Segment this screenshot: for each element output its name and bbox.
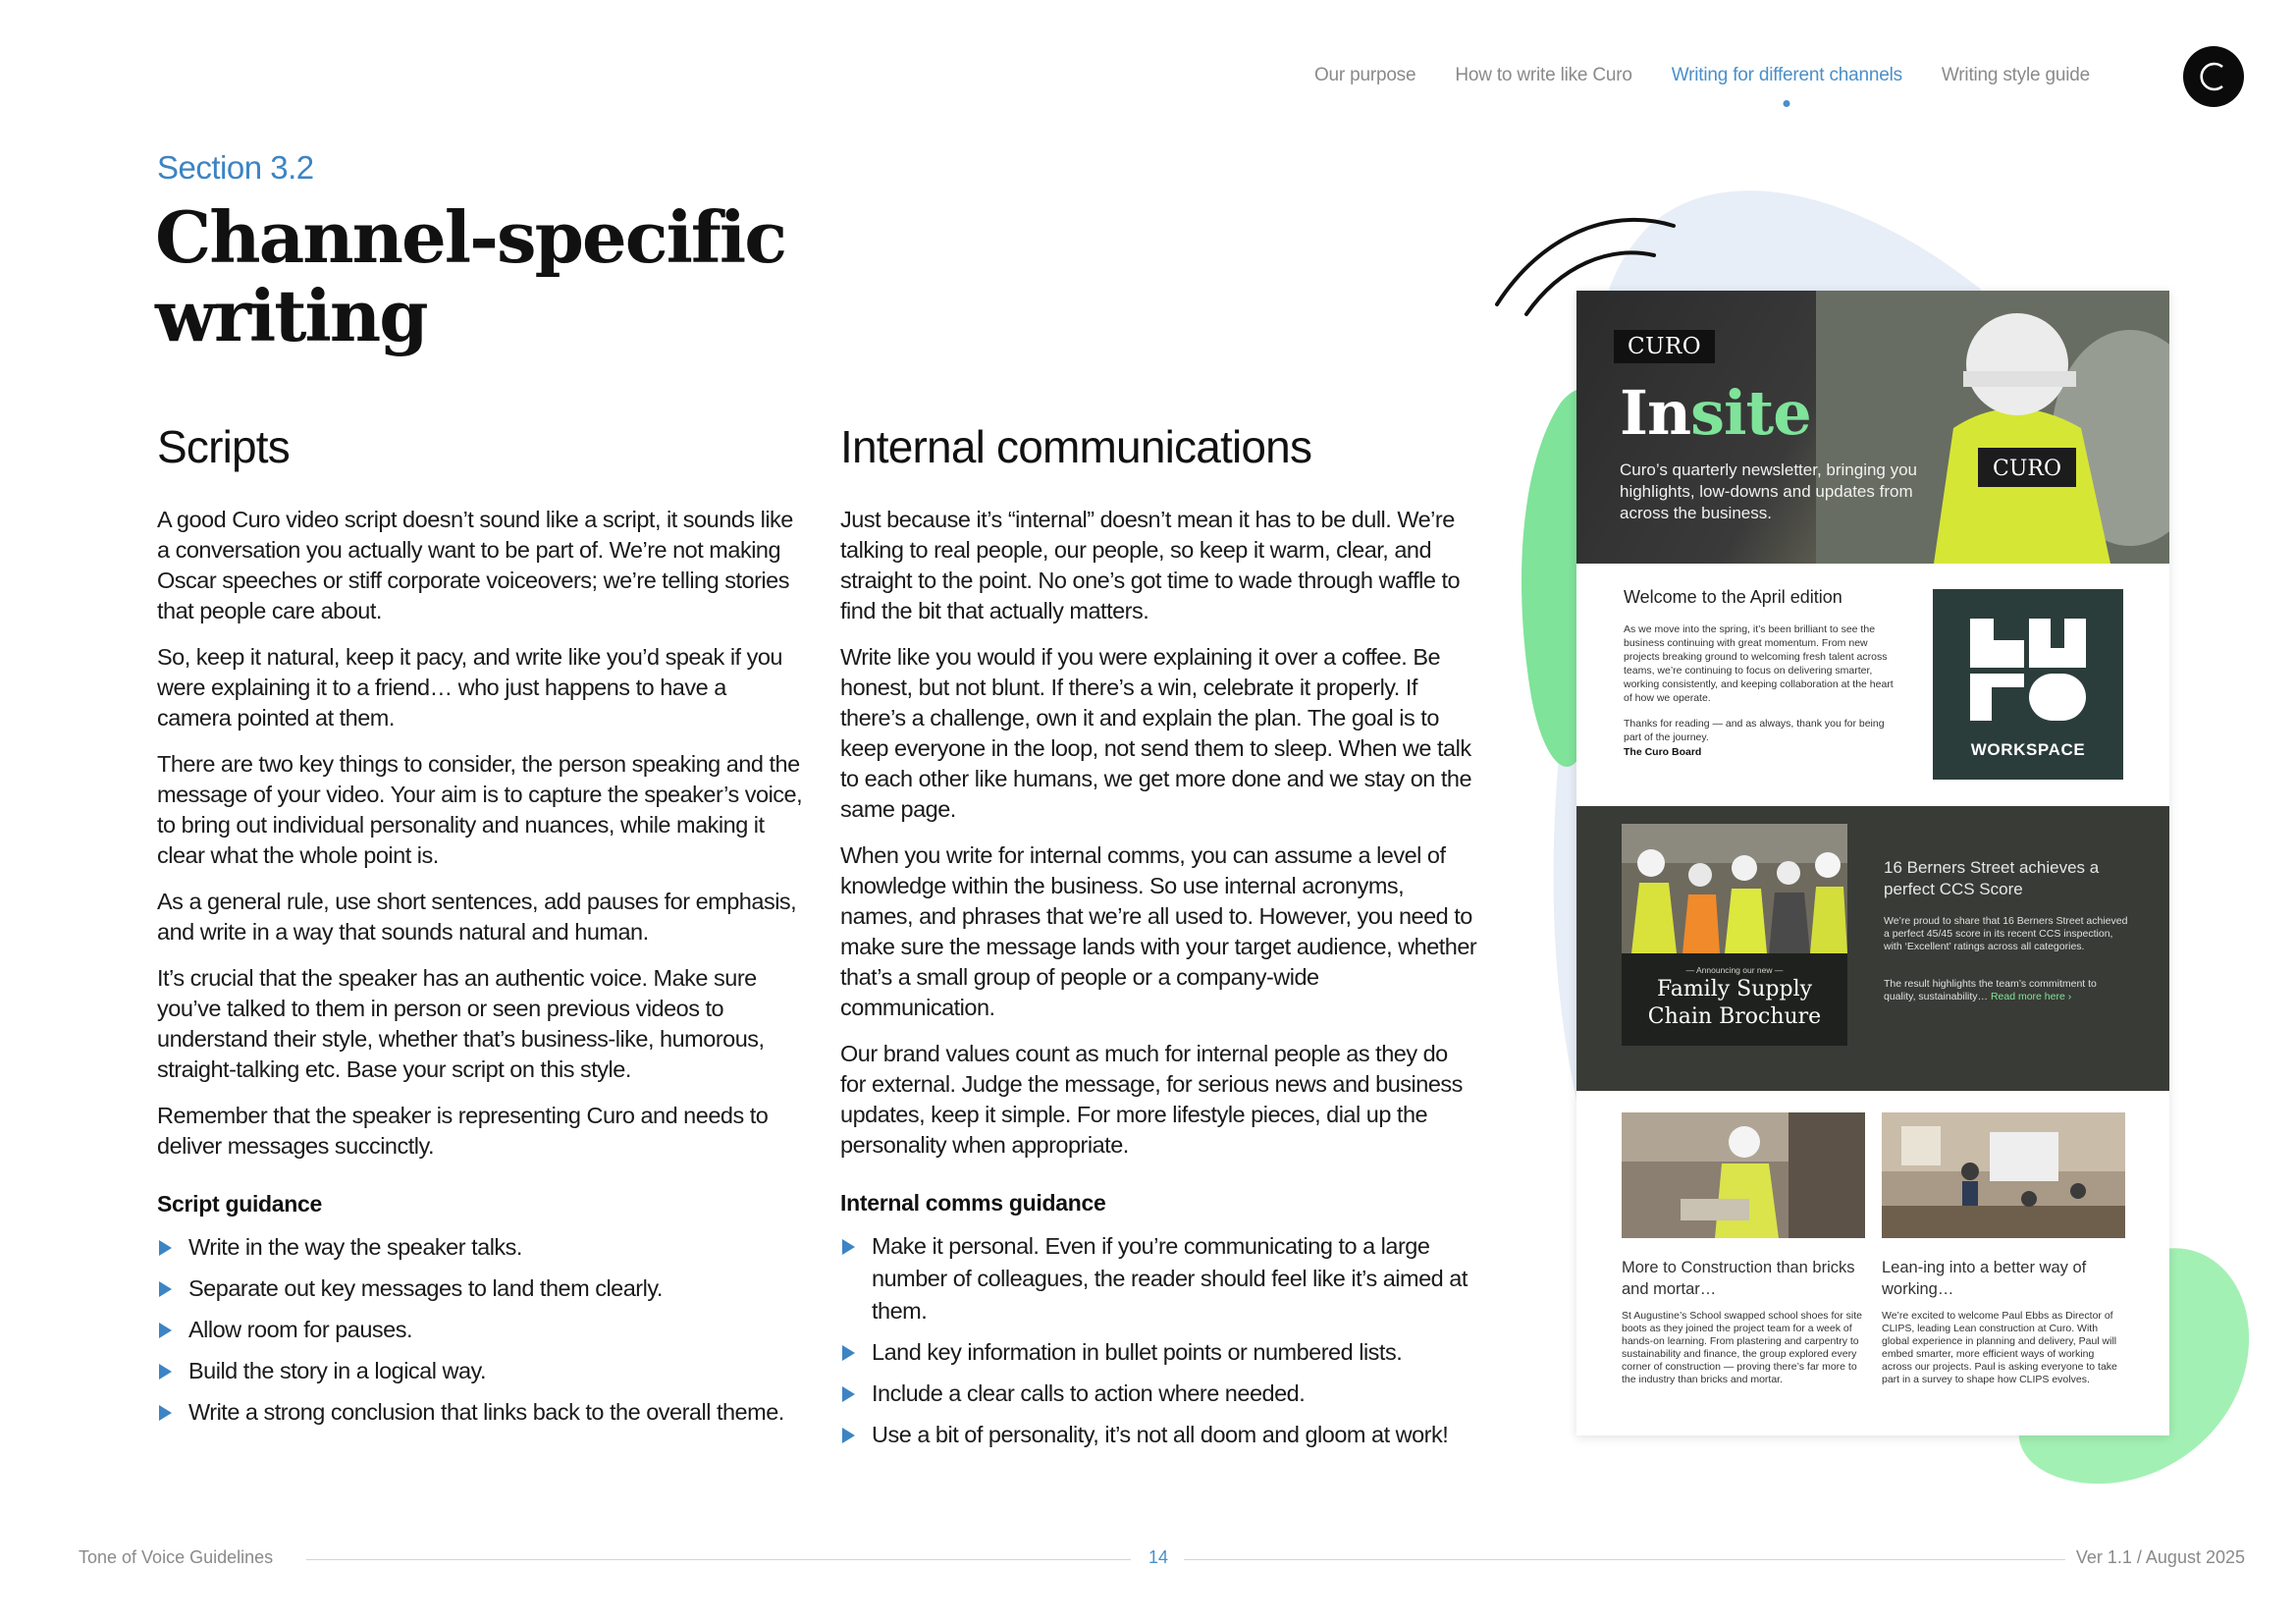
list-item-text: Build the story in a logical way.	[188, 1358, 487, 1383]
scripts-paragraph: As a general rule, use short sentences, add pauses for emphasis, and write in a way that sounds natural and human.	[157, 889, 797, 945]
article-card[interactable]	[1622, 1112, 1865, 1386]
brochure-announce: — Announcing our new —	[1685, 965, 1784, 975]
nav-writing-channels-label: Writing for different channels	[1671, 65, 1902, 85]
scripts-paragraph: There are two key things to consider, the person speaking and the message of your video. Your aim is to capture the speaker’s voice, to bring out individual personality and nuances, while making it clear what the whole point is.	[157, 751, 803, 868]
welcome-thanks: Thanks for reading — and as always, thank you for being part of the journey.	[1624, 718, 1885, 743]
scripts-paragraph: It’s crucial that the speaker has an authentic voice. Make sure you’ve talked to them in person or seen previous videos to understand their style, whether that’s business-like, humorous, straight-talking etc. Base your script on this style.	[157, 965, 765, 1082]
brochure-title-line-2: Chain Brochure	[1647, 1004, 1822, 1029]
internal-paragraph: Our brand values count as much for internal people as they do for external. Judge the message, for serious news and business updates, keep it simple. For more lifestyle pieces, dial up the personality when appropriate.	[840, 1041, 1463, 1158]
triangle-bullet-icon	[842, 1386, 855, 1402]
internal-paragraph: When you write for internal comms, you can assume a level of knowledge within the business. So use internal acronyms, names, and phrases that we’re all used to. However, you need to make sure the message lands with your target audience, whether that’s a small group of people or a company-wide communication.	[840, 842, 1477, 1020]
newsletter-feature	[1576, 806, 2169, 1091]
list-item-text: Include a clear calls to action where needed.	[872, 1380, 1306, 1406]
brochure-banner	[1622, 953, 1847, 1046]
scripts-paragraph: Remember that the speaker is representing Curo and needs to deliver messages succinctly.	[157, 1103, 769, 1159]
list-item-text: Write a strong conclusion that links back to the overall theme.	[188, 1399, 784, 1425]
story-body-2	[1884, 978, 2129, 1003]
triangle-bullet-icon	[159, 1240, 172, 1256]
list-item-text: Make it personal. Even if you’re communicating to a large number of colleagues, the reader should feel like it’s aimed at them.	[872, 1233, 1468, 1324]
scripts-section	[157, 420, 805, 1437]
triangle-bullet-icon	[159, 1405, 172, 1421]
card-heading: More to Construction than bricks and mortar…	[1622, 1259, 1855, 1298]
list-item	[840, 1230, 1478, 1327]
footer-doc-title: Tone of Voice Guidelines	[79, 1547, 274, 1567]
workspace-label: WORKSPACE	[1970, 740, 2086, 759]
list-item-text: Land key information in bullet points or numbered lists.	[872, 1339, 1403, 1365]
page-number: 14	[1148, 1547, 1169, 1567]
triangle-bullet-icon	[159, 1364, 172, 1380]
story-body: We’re proud to share that 16 Berners Street achieved a perfect 45/45 score in its recent CCS inspection, with ‘Excellent’ ratings across all categories.	[1884, 915, 2128, 952]
vest-logo-text: CURO	[1993, 457, 2061, 481]
list-item	[157, 1272, 805, 1305]
newsletter-cards	[1576, 1091, 2169, 1435]
article-card[interactable]	[1882, 1112, 2125, 1386]
page-footer	[79, 1547, 2245, 1577]
welcome-body: As we move into the spring, it’s been brilliant to see the business continuing with great momentum. From new projects breaking ground to welcoming fresh talent across teams, we’re continuing to focus on delivering smarter, working consistently, and keeping collaboration at the heart of how we operate.	[1624, 623, 1894, 704]
list-item-text: Separate out key messages to land them clearly.	[188, 1275, 663, 1301]
section-label: Section 3.2	[157, 149, 314, 186]
nav-our-purpose[interactable]: Our purpose	[1313, 65, 1416, 85]
read-more-link[interactable]: Read more here ›	[1990, 991, 2072, 1002]
triangle-bullet-icon	[159, 1323, 172, 1338]
internal-paragraph: Write like you would if you were explaining it over a coffee. Be honest, but not blunt. If there’s a win, celebrate it properly. If there’s a challenge, own it and explain the plan. The goal is to keep everyone in the loop, not send them to sleep. When we talk to each other like humans, we get more done and we stay on the same page.	[840, 644, 1472, 822]
brochure-title-line-1: Family Supply	[1656, 977, 1813, 1001]
workspace-logo	[1933, 589, 2123, 780]
list-item-text: Allow room for pauses.	[188, 1317, 413, 1342]
newsletter-brand: CURO	[1614, 330, 1715, 363]
nav-writing-style-guide[interactable]: Writing style guide	[1941, 65, 2090, 85]
newsletter-welcome	[1576, 564, 2169, 806]
triangle-bullet-icon	[842, 1345, 855, 1361]
curo-c-icon	[2194, 57, 2233, 96]
newsletter-tagline: Curo’s quarterly newsletter, bringing you highlights, low-downs and updates from across the business.	[1620, 460, 1918, 522]
list-item	[157, 1231, 805, 1264]
triangle-bullet-icon	[159, 1281, 172, 1297]
story-heading: 16 Berners Street achieves a perfect CCS Score	[1884, 858, 2100, 898]
page-title: Channel-specific writing	[155, 195, 786, 357]
workers-group-image	[1622, 824, 1847, 953]
scripts-paragraph: A good Curo video script doesn’t sound like a script, it sounds like a conversation you actually want to be part of. We’re not making Oscar speeches or stiff corporate voiceovers; we’re telling stories that people care about.	[157, 507, 793, 623]
list-item-text: Use a bit of personality, it’s not all doom and gloom at work!	[872, 1422, 1449, 1447]
office-meeting-image	[1882, 1112, 2125, 1238]
card-heading: Lean-ing into a better way of working…	[1882, 1259, 2087, 1298]
script-guidance-heading: Script guidance	[157, 1191, 323, 1217]
internal-paragraph: Just because it’s “internal” doesn’t mean it has to be dull. We’re talking to real people, our people, so keep it warm, clear, and straight to the point. No one’s got time to wade through waffle to find the bit that actually matters.	[840, 507, 1461, 623]
footer-rule-left	[306, 1559, 1131, 1560]
nav-writing-channels[interactable]	[1672, 65, 1902, 86]
scripts-paragraph: So, keep it natural, keep it pacy, and write like you’d speak if you were explaining it to a friend… who just happens to have a camera pointed at them.	[157, 644, 782, 731]
internal-comms-section	[840, 420, 1478, 1460]
newsletter-hero	[1576, 291, 2169, 564]
list-item	[840, 1336, 1478, 1369]
footer-rule-right	[1184, 1559, 2065, 1560]
card-body: We’re excited to welcome Paul Ebbs as Director of CLIPS, leading Lean construction at Curo. With global experience in planning and delivery, Paul will embed smarter, more efficient ways of working across our projects. Paul is asking everyone to take part in a survey to shape how CLIPS evolves.	[1882, 1310, 2117, 1385]
top-nav	[1314, 65, 2090, 86]
school-site-visit-image	[1622, 1112, 1865, 1238]
list-item	[840, 1419, 1478, 1451]
welcome-signature: The Curo Board	[1624, 746, 1702, 758]
internal-guidance-heading: Internal comms guidance	[840, 1190, 1106, 1216]
list-item	[157, 1314, 805, 1346]
script-guidance-list	[157, 1231, 805, 1429]
card-body: St Augustine’s School swapped school shoes for site boots as they joined the project team for a week of hands-on learning. From plastering and carpentry to sustainability and finance, the group explored every corner of construction — proving there’s far more to the industry than bricks and mortar.	[1622, 1310, 1862, 1385]
welcome-heading: Welcome to the April edition	[1624, 587, 1842, 607]
scripts-heading: Scripts	[157, 421, 290, 472]
list-item-text: Write in the way the speaker talks.	[188, 1234, 522, 1260]
nav-how-to-write[interactable]: How to write like Curo	[1455, 65, 1632, 85]
triangle-bullet-icon	[842, 1239, 855, 1255]
list-item	[157, 1355, 805, 1387]
newsletter-preview	[1576, 291, 2169, 1435]
list-item	[840, 1378, 1478, 1410]
newsletter-title-white: In	[1620, 377, 1691, 449]
active-indicator	[1784, 100, 1790, 107]
newsletter-title-green: site	[1690, 377, 1811, 449]
triangle-bullet-icon	[842, 1428, 855, 1443]
internal-comms-heading: Internal communications	[840, 421, 1312, 472]
curo-block-logo-icon	[1933, 589, 2123, 736]
story-body-2-text: The result highlights the team’s commitment to quality, sustainability…	[1884, 978, 2097, 1002]
internal-guidance-list	[840, 1230, 1478, 1451]
list-item	[157, 1396, 805, 1429]
newsletter-title	[1620, 377, 1811, 449]
curo-logo[interactable]	[2183, 46, 2244, 107]
footer-version: Ver 1.1 / August 2025	[2075, 1547, 2245, 1567]
